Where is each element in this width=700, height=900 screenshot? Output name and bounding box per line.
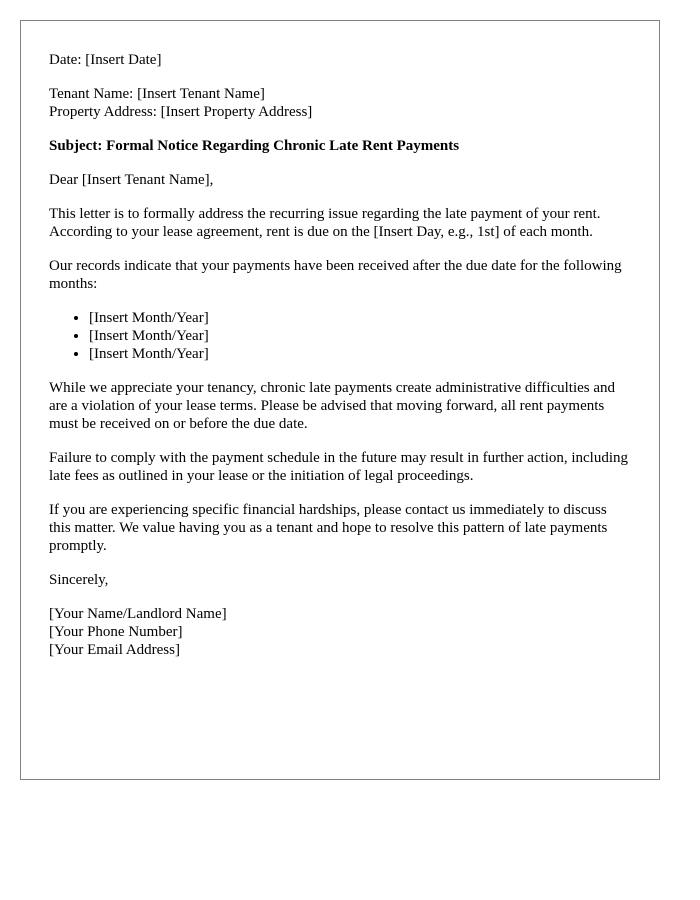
letter-document bbox=[20, 20, 660, 780]
late-month-item: • [Insert Month/Year] bbox=[89, 309, 631, 327]
letter-paragraph-2: Our records indicate that your payments have been received after the due date for the following months: bbox=[49, 258, 622, 292]
letter-paragraph-3: While we appreciate your tenancy, chronic late payments create administrative difficulties and are a violation of your lease terms. Please be advised that moving forward, all rent payments must be received on or before the due date. bbox=[49, 380, 616, 432]
letter-paragraph-1: This letter is to formally address the recurring issue regarding the late payment of your rent. According to your lease agreement, rent is due on the [Insert Day, e.g., 1st] of each month. bbox=[49, 206, 601, 240]
tenant-name-line: Tenant Name: [Insert Tenant Name] bbox=[49, 86, 265, 102]
signature-name: [Your Name/Landlord Name] bbox=[49, 606, 227, 622]
property-address-line: Property Address: [Insert Property Address] bbox=[49, 104, 313, 120]
letter-paragraph-5: If you are experiencing specific financial hardships, please contact us immediately to discuss this matter. We value having you as a tenant and hope to resolve this pattern of late payments promptly. bbox=[49, 502, 608, 554]
recipient-block bbox=[49, 85, 631, 121]
letter-date: Date: [Insert Date] bbox=[49, 52, 162, 68]
late-months-list bbox=[49, 309, 631, 363]
letter-paragraph-4: Failure to comply with the payment schedule in the future may result in further action, including late fees as outlined in your lease or the initiation of legal proceedings. bbox=[49, 450, 629, 484]
letter-subject: Subject: Formal Notice Regarding Chronic Late Rent Payments bbox=[49, 138, 460, 154]
late-month-item: • [Insert Month/Year] bbox=[89, 327, 631, 345]
letter-closing: Sincerely, bbox=[49, 572, 109, 588]
signature-email: [Your Email Address] bbox=[49, 642, 180, 658]
letter-salutation: Dear [Insert Tenant Name], bbox=[49, 172, 214, 188]
signature-block bbox=[49, 605, 631, 659]
late-month-item: • [Insert Month/Year] bbox=[89, 345, 631, 363]
signature-phone: [Your Phone Number] bbox=[49, 624, 183, 640]
